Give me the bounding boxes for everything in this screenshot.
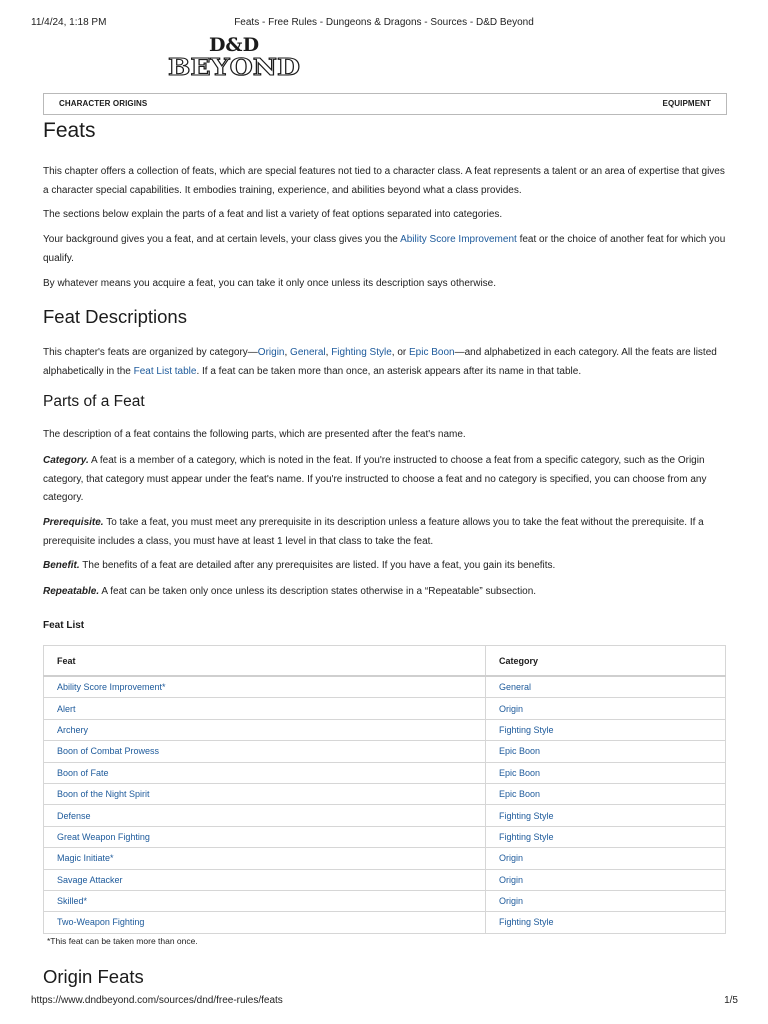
prerequisite-paragraph (43, 514, 729, 551)
desc-sep-3: , or (391, 347, 410, 358)
category-label: Category. (43, 455, 89, 466)
category-cell (486, 826, 726, 847)
print-url: https://www.dndbeyond.com/sources/dnd/free-rules/feats (31, 995, 283, 1006)
category-cell (486, 741, 726, 762)
category-link[interactable]: Epic Boon (499, 767, 541, 778)
category-cell (486, 912, 726, 933)
parts-intro-paragraph: The description of a feat contains the following parts, which are presented after the feat's name. (43, 429, 466, 440)
feat-list-caption: Feat List (43, 620, 85, 631)
category-cell (486, 848, 726, 869)
category-cell (486, 762, 726, 783)
table-row (44, 848, 726, 869)
table-row (44, 741, 726, 762)
desc-sep-2: , (325, 347, 332, 358)
logo-beyond-text: BEYOND (168, 54, 300, 79)
feat-link[interactable]: Ability Score Improvement* (57, 682, 166, 693)
table-row (44, 783, 726, 804)
feat-cell (44, 762, 486, 783)
table-row (44, 805, 726, 826)
feat-cell (44, 848, 486, 869)
category-link[interactable]: Epic Boon (499, 789, 541, 800)
repeatable-paragraph (43, 583, 729, 602)
feat-cell (44, 890, 486, 911)
category-cell (486, 869, 726, 890)
table-row (44, 676, 726, 698)
category-link[interactable]: Origin (499, 703, 524, 714)
desc-text-a: This chapter's feats are organized by category— (43, 347, 258, 358)
feat-cell (44, 719, 486, 740)
feat-descriptions-heading: Feat Descriptions (43, 306, 187, 327)
feat-cell (44, 741, 486, 762)
feat-cell (44, 805, 486, 826)
benefit-label: Benefit. (43, 560, 80, 571)
table-header-row (44, 646, 726, 677)
category-link[interactable]: Fighting Style (499, 917, 554, 928)
category-link[interactable]: General (499, 682, 532, 693)
feat-cell (44, 826, 486, 847)
feat-link[interactable]: Savage Attacker (57, 874, 123, 885)
print-date: 11/4/24, 1:18 PM (31, 17, 107, 28)
category-cell (486, 805, 726, 826)
table-row (44, 869, 726, 890)
category-link[interactable]: Fighting Style (499, 810, 554, 821)
prev-chapter-link[interactable]: CHARACTER ORIGINS (59, 99, 148, 108)
fighting-style-link[interactable]: Fighting Style (331, 347, 392, 358)
origin-link[interactable]: Origin (257, 347, 285, 358)
category-link[interactable]: Fighting Style (499, 831, 554, 842)
descriptions-paragraph (43, 344, 729, 381)
intro-paragraph-3 (43, 231, 729, 268)
category-cell (486, 890, 726, 911)
feat-link[interactable]: Boon of Fate (57, 767, 109, 778)
benefit-paragraph (43, 557, 729, 576)
prerequisite-text: To take a feat, you must meet any prerequisite in its description unless a feature allows you to take the feat without the prerequisite. If a prerequisite includes a class, you must have at least 1 level in that class to take the feat. (43, 517, 704, 547)
print-page-number: 1/5 (724, 995, 738, 1006)
intro-paragraph-2: The sections below explain the parts of a feat and list a variety of feat options separated into categories. (43, 209, 503, 220)
next-chapter-link[interactable]: EQUIPMENT (662, 99, 711, 108)
feat-link[interactable]: Boon of Combat Prowess (57, 746, 160, 757)
category-link[interactable]: Origin (499, 853, 524, 864)
feat-cell (44, 676, 486, 698)
feat-link[interactable]: Defense (57, 810, 91, 821)
category-cell (486, 676, 726, 698)
repeatable-label: Repeatable. (43, 586, 100, 597)
intro-p3-text-a: Your background gives you a feat, and at certain levels, your class gives you the (43, 234, 401, 245)
category-cell (486, 783, 726, 804)
prerequisite-label: Prerequisite. (43, 517, 104, 528)
feat-column-header: Feat (44, 646, 486, 677)
intro-p3-text-b: feat or the choice of another feat for which you qualify. (43, 234, 726, 264)
table-footnote: *This feat can be taken more than once. (47, 936, 198, 946)
category-link[interactable]: Epic Boon (499, 746, 541, 757)
feat-link[interactable]: Archery (57, 724, 89, 735)
desc-sep-1: , (284, 347, 291, 358)
table-row (44, 762, 726, 783)
table-row (44, 698, 726, 719)
category-cell (486, 698, 726, 719)
table-row (44, 719, 726, 740)
category-link[interactable]: Origin (499, 874, 524, 885)
feat-cell (44, 912, 486, 933)
origin-feats-heading: Origin Feats (43, 966, 144, 987)
desc-text-c: . If a feat can be taken more than once, an asterisk appears after its name in that table. (196, 365, 582, 377)
category-column-header: Category (486, 646, 726, 677)
feat-link[interactable]: Magic Initiate* (57, 853, 114, 864)
category-text: A feat is a member of a category, which is noted in the feat. If you're instructed to choose a feat from a specific category, such as the Origin category, that category must appear under the feat's name. If you're instructed to choose a feat and no category is specified, you can choose from any category. (43, 455, 707, 503)
category-link[interactable]: Fighting Style (499, 724, 554, 735)
page-title: Feats (43, 119, 96, 142)
feat-cell (44, 869, 486, 890)
print-footer (0, 995, 768, 1009)
logo-dnd-text: D&D (208, 34, 260, 56)
feat-list-table (43, 645, 726, 934)
intro-paragraph-4: By whatever means you acquire a feat, you can take it only once unless its description says otherwise. (43, 278, 497, 289)
parts-of-a-feat-heading: Parts of a Feat (43, 393, 145, 410)
print-page-title: Feats - Free Rules - Dungeons & Dragons - Sources - D&D Beyond (234, 17, 534, 28)
category-cell (486, 719, 726, 740)
ability-score-improvement-link[interactable]: Ability Score Improvement (400, 234, 517, 245)
benefit-text: The benefits of a feat are detailed after any prerequisites are listed. If you have a feat, you gain its benefits. (79, 560, 556, 571)
print-header (0, 17, 768, 31)
table-row (44, 890, 726, 911)
repeatable-text: A feat can be taken only once unless its description states otherwise in a “Repeatable” subsection. (99, 586, 537, 597)
feat-list-table-link[interactable]: Feat List table (133, 365, 197, 377)
desc-text-b: —and alphabetized in each category. All the feats are listed alphabetically in the (43, 347, 717, 377)
table-row (44, 912, 726, 933)
table-row (44, 826, 726, 847)
epic-boon-link[interactable]: Epic Boon (409, 347, 455, 358)
chapter-nav (43, 93, 727, 115)
intro-paragraph-1: This chapter offers a collection of feats, which are special features not tied to a character class. A feat represents a talent or an area of expertise that gives a character special capabilities. It embodies training, experience, and abilities beyond what a class provides. (43, 166, 725, 196)
feat-link[interactable]: Skilled* (57, 896, 88, 907)
feat-link[interactable]: Alert (57, 703, 76, 714)
category-paragraph (43, 452, 729, 508)
feat-link[interactable]: Two-Weapon Fighting (57, 917, 145, 928)
feat-cell (44, 698, 486, 719)
dnd-beyond-logo[interactable] (166, 33, 302, 79)
general-link[interactable]: General (290, 347, 326, 358)
category-link[interactable]: Origin (499, 896, 524, 907)
feat-link[interactable]: Boon of the Night Spirit (57, 789, 150, 800)
feat-link[interactable]: Great Weapon Fighting (57, 831, 150, 842)
feat-cell (44, 783, 486, 804)
